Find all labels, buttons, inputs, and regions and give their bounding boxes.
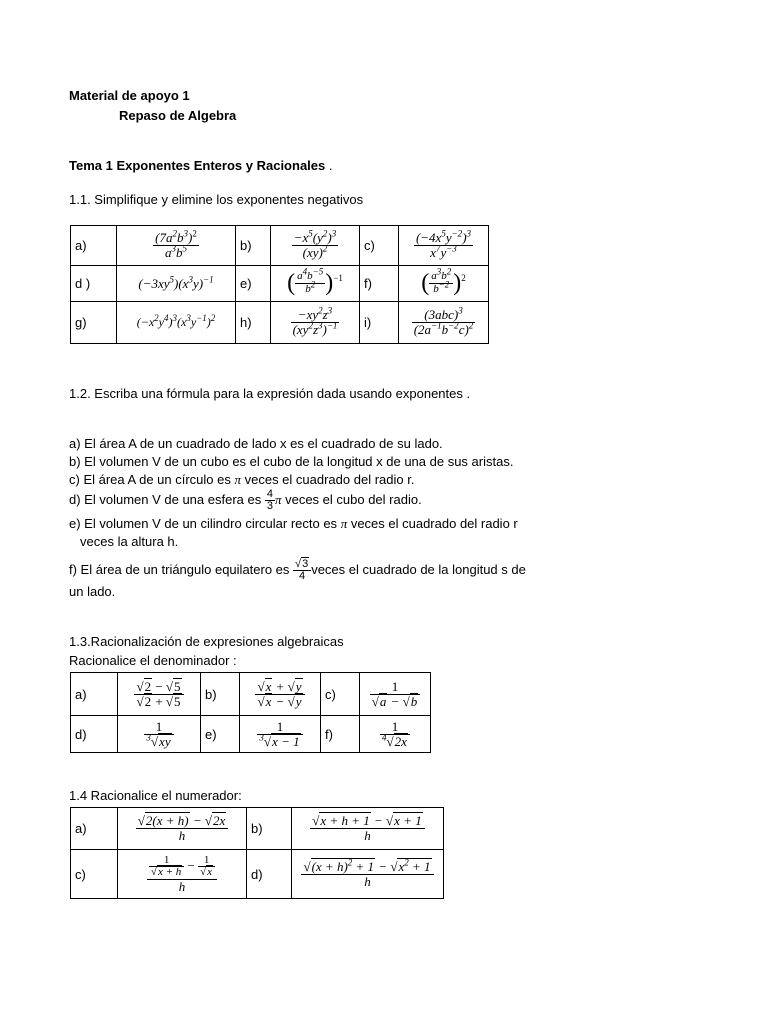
fraction-denominator: 3 — [266, 500, 273, 512]
expr-1-1-i: $\frac{(3abc)^3}{(2a^{-1}b^{-2}c)^2}$ — [399, 302, 489, 344]
expr-1-3-b: $\frac{√x + √y}{√x - √y}$ — [240, 673, 321, 716]
label-1-3-a: a) — [71, 673, 118, 716]
fraction-denominator: 4 — [293, 570, 311, 582]
item-1-2-a: a) El área A de un cuadrado de lado x es el cuadrado de su lado. — [69, 436, 443, 451]
section-1-4-heading: 1.4 Racionalice el numerador: — [69, 788, 242, 803]
item-1-2-e — [69, 515, 518, 533]
expr-1-1-a: $\frac{(7a^2b^3)^2}{a^3b^5}$ — [117, 226, 236, 266]
section-1-3-subheading: Racionalice el denominador : — [69, 653, 237, 668]
label-1-1-d: d ) — [71, 266, 117, 302]
expr-1-1-b: $\frac{-x^5(y^2)^3}{(xy)^2}$ — [271, 226, 360, 266]
expr-1-3-a: $\frac{√2 - √5}{√2 + √5}$ — [118, 673, 201, 716]
expr-1-1-d: $(-3xy^5)(x^3y)^{-1}$ — [117, 266, 236, 302]
item-1-2-e-text-end: veces el cuadrado del radio r — [347, 516, 518, 531]
expr-1-3-d: $\frac{1}{^3√xy}$ — [118, 716, 201, 753]
label-1-1-a: a) — [71, 226, 117, 266]
label-1-1-g: g) — [71, 302, 117, 344]
expr-1-1-e: ( $\frac{a^4b^{-5}}{b^2}$ )$^{-1}$ — [271, 266, 360, 302]
item-1-2-e-continued: veces la altura h. — [80, 534, 179, 549]
section-1-3-heading: 1.3.Racionalización de expresiones algebraicas — [69, 634, 344, 649]
item-1-2-f-continued: un lado. — [69, 584, 116, 599]
label-1-3-c: c) — [321, 673, 360, 716]
item-1-2-b: b) El volumen V de un cubo es el cubo de la longitud x de una de sus aristas. — [69, 454, 514, 469]
label-1-4-a: a) — [71, 808, 118, 850]
rationalize-denominator-table — [70, 672, 431, 753]
pi-symbol: π — [234, 472, 241, 487]
expr-1-1-h: $\frac{-xy^2z^3}{(xy^2z^3)^{-1}}$ — [271, 302, 360, 344]
item-1-2-d — [69, 489, 422, 512]
pi-symbol: π — [274, 491, 282, 507]
expr-1-1-f: ( $\frac{a^3b^2}{b^{-2}}$ )$^2$ — [399, 266, 489, 302]
expr-1-3-f: $\frac{1}{^4√2x}$ — [360, 716, 431, 753]
expr-1-4-a: $\frac{√2(x + h) - √2x}{h}$ — [118, 808, 247, 850]
exponent-exercises-table — [70, 225, 489, 344]
label-1-3-e: e) — [201, 716, 240, 753]
label-1-1-b: b) — [236, 226, 271, 266]
item-1-2-e-text: e) El volumen V de un cilindro circular recto es — [69, 516, 341, 531]
pi-symbol: π — [340, 516, 348, 531]
label-1-3-b: b) — [201, 673, 240, 716]
label-1-4-b: b) — [247, 808, 292, 850]
fraction-numerator: 4 — [266, 488, 273, 500]
item-1-2-f-text: f) El área de un triángulo equilatero es — [69, 561, 294, 577]
label-1-3-d: d) — [71, 716, 118, 753]
rationalize-numerator-table — [70, 807, 444, 899]
label-1-1-f: f) — [360, 266, 399, 302]
label-1-3-f: f) — [321, 716, 360, 753]
item-1-2-c — [69, 471, 414, 489]
document-title: Material de apoyo 1 — [69, 88, 190, 103]
label-1-4-d: d) — [247, 850, 292, 899]
item-1-2-c-text-end: veces el cuadrado del radio r. — [241, 472, 415, 487]
section-1-2-heading: 1.2. Escriba una fórmula para la expresión dada usando exponentes . — [69, 386, 471, 401]
document-subtitle: Repaso de Algebra — [119, 108, 237, 123]
expr-1-4-d: $\frac{√(x + h)^2 + 1 - √x^2 + 1}{h}$ — [292, 850, 444, 899]
label-1-1-h: h) — [236, 302, 271, 344]
sqrt-symbol: √3 — [295, 558, 309, 570]
item-1-2-f — [69, 559, 526, 582]
radicand: 3 — [302, 558, 309, 570]
expr-1-4-b: $\frac{√x + h + 1 - √x + 1}{h}$ — [292, 808, 444, 850]
label-1-1-i: i) — [360, 302, 399, 344]
item-1-2-d-text-end: veces el cubo del radio. — [281, 491, 422, 507]
expr-1-1-g: $(-x^2y^4)^3(x^3y^{-1})^2$ — [117, 302, 236, 344]
topic-heading — [69, 158, 332, 173]
item-1-2-f-text-end: veces el cuadrado de la longitud s de — [311, 561, 526, 577]
expr-1-3-e: $\frac{1}{^3√x - 1}$ — [240, 716, 321, 753]
expr-1-4-c: $\frac{1}{√x + h}$ − $\frac{1}{√x}$ h — [118, 850, 247, 899]
expr-1-3-c: $\frac{1}{√a - √b}$ — [360, 673, 431, 716]
expr-1-1-c: $\frac{(-4x^5y^{-2})^3}{x^7y^{-3}}$ — [399, 226, 489, 266]
item-1-2-c-text: c) El área A de un círculo es — [69, 472, 235, 487]
label-1-1-c: c) — [360, 226, 399, 266]
item-1-2-d-text: d) El volumen V de una esfera es — [69, 491, 265, 507]
section-1-1-heading: 1.1. Simplifique y elimine los exponentes negativos — [69, 192, 364, 207]
topic-title: Tema 1 Exponentes Enteros y Racionales — [69, 158, 326, 173]
label-1-4-c: c) — [71, 850, 118, 899]
topic-suffix: . — [325, 158, 333, 173]
label-1-1-e: e) — [236, 266, 271, 302]
